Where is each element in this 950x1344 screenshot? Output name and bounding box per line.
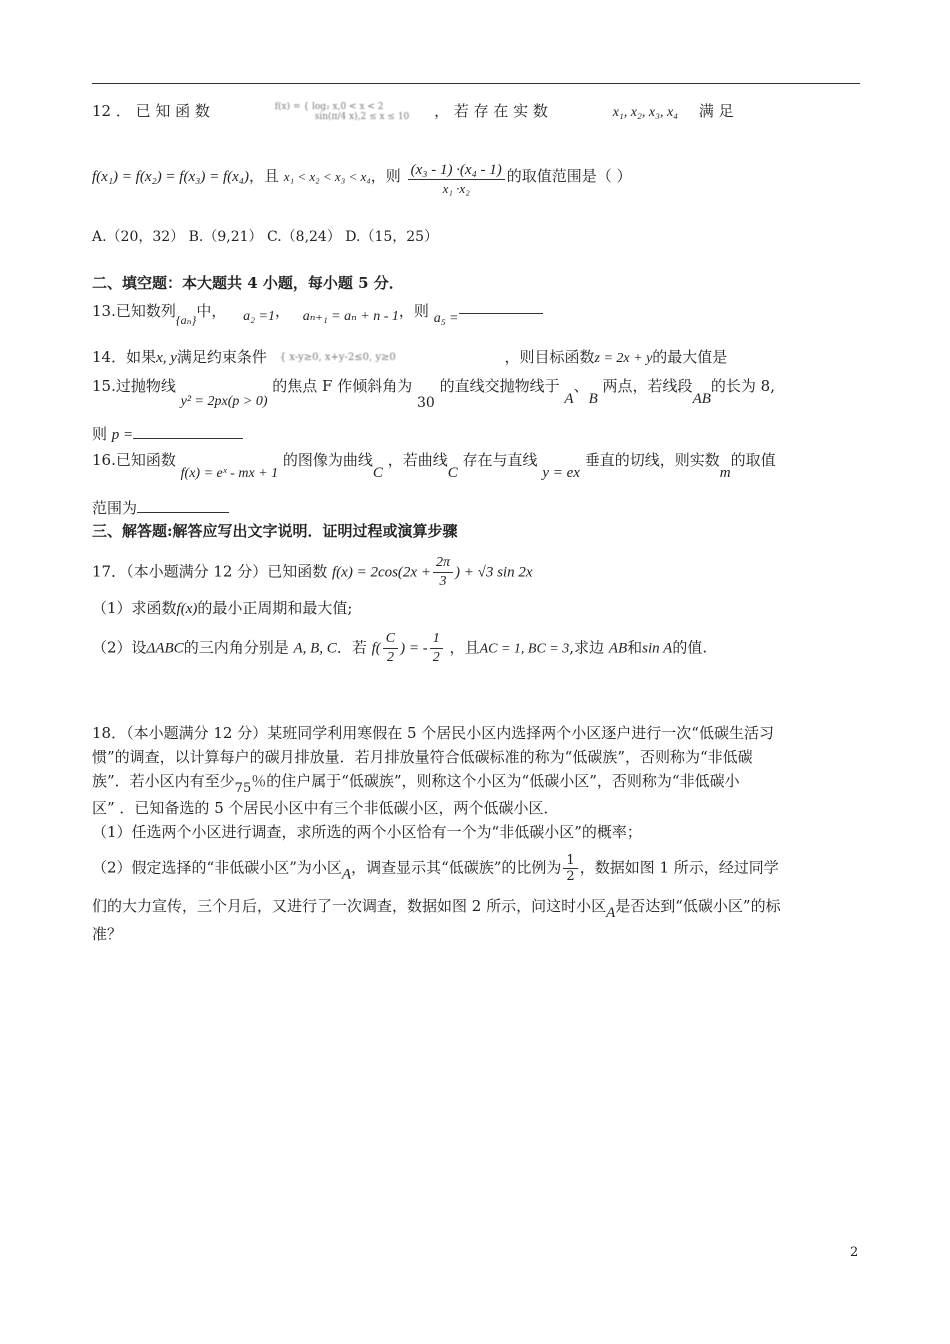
- q12-fraction: $\frac{\text{(x₃ - 1) ·(x₄ - 1)}}{\text{x₁ ·x₂}}$: [408, 161, 505, 198]
- q18-line4: 区” ．已知备选的 5 个居民小区中有三个非低碳小区，两个低碳小区．: [92, 799, 559, 817]
- section3-heading: 三、解答题:解答应写出文字说明．证明过程或演算步骤: [92, 522, 458, 540]
- q12-order: x₁ < x₂ < x₃ < x₄: [283, 169, 371, 184]
- q18-line5: （1）任选两个小区进行调查，求所选的两个小区恰有一个为“非低碳小区”的概率；: [92, 823, 642, 841]
- q13-recurrence: aₙ₊₁ = aₙ + n - 1: [302, 309, 399, 324]
- q12-piecewise-function: f(x) = { log₂ x,0 < x < 2 sin(π/4 x),2 ≤ x ≤ 10: [274, 102, 410, 122]
- q16-line2: 范围为: [92, 497, 229, 519]
- q12-condition: f(x₁) = f(x₂) = f(x₃) = f(x₄): [92, 169, 249, 185]
- q15-line2: 则 p =: [92, 423, 243, 446]
- q18-line8: 准？: [92, 925, 123, 943]
- section2-heading: 二、填空题：本大题共 4 小题，每小题 5 分．: [92, 274, 404, 292]
- q12-vars: x₁, x₂, x₃, x₄: [612, 105, 679, 120]
- q14-objective: z = 2x + y: [594, 351, 653, 366]
- q12-line1: [92, 100, 734, 124]
- q14: 14．如果x, y满足约束条件 { x-y≥0, x+y-2≤0, y≥0 ，则目标函数z = 2x + y的最大值是: [92, 348, 728, 366]
- q17-stem: 17．（本小题满分 12 分）已知函数 f(x) = 2cos(2x + $\frac{2\pi}{3}$ ) + √3 sin 2x: [92, 555, 533, 589]
- q13: 13.已知数列$_{\{a_n\}}$中， a₂ =1， aₙ₊₁ = aₙ + n - 1，则 a₅ =: [92, 300, 543, 331]
- q18-line2: 惯”的调查，以计算每户的碳月排放量．若月排放量符合低碳标准的称为“低碳族”，否则称为“非低碳: [92, 748, 753, 766]
- q12-options: A.（20，32） B.（9,21） C.（8,24） D.（15，25）: [92, 229, 439, 245]
- header-rule: [92, 83, 860, 84]
- q16-answer-blank: [137, 512, 229, 513]
- q14-constraints: { x-y≥0, x+y-2≤0, y≥0: [279, 352, 396, 363]
- q15-answer-blank: [133, 438, 243, 439]
- q12-tail: 的取值范围是（ ）: [506, 167, 632, 185]
- q16-function: f(x) = eˣ - mx + 1: [180, 466, 279, 481]
- q12-line2: f(x₁) = f(x₂) = f(x₃) = f(x₄)，且 x₁ < x₂ < x₃ < x₄，则 $\frac{\text{(x₃ - 1) ·(x₄ - 1)}}{\text{x₁ ·x₂}}$ 的取值范围是（ ）: [92, 162, 632, 196]
- q13-answer-blank: [459, 313, 543, 314]
- q18-line3: 族”．若小区内有至少75％的住户属于“低碳族”，则称这个小区为“低碳小区”，否则称为“非低碳小: [92, 772, 740, 796]
- q13-sequence: {aₙ}: [175, 313, 197, 327]
- q18-line6: （2）假定选择的“非低碳小区”为小区A，调查显示其“低碳族”的比例为 $\frac{1}{2}$ ，数据如图 1 所示，经过同学: [92, 853, 779, 884]
- q12-lead: 12 ． 已 知 函 数: [92, 102, 210, 120]
- q18-line1: 18．（本小题满分 12 分）某班同学利用寒假在 5 个居民小区内选择两个小区逐户进行一次“低碳生活习: [92, 724, 774, 742]
- q17-part2: （2）设ΔABC的三内角分别是 A, B, C．若 f( $\frac{C}{2}$ ) = - $\frac{1}{2}$ ，且AC = 1, BC = 3,求边 AB和sin A的值.: [92, 631, 708, 665]
- q16-line1: 16.已知函数 f(x) = eˣ - mx + 1 的图像为曲线C ，若曲线C 存在与直线 y = ex 垂直的切线，则实数m的取值: [92, 451, 776, 481]
- q17-part1: （1）求函数f(x)的最小正周期和最大值;: [92, 599, 353, 617]
- q12-end: 满 足: [698, 102, 734, 120]
- q15-line1: 15.过抛物线 y² = 2px(p > 0) 的焦点 F 作倾斜角为 30 的直线交抛物线于 A、B 两点，若线段AB的长为 8,: [92, 377, 775, 411]
- q12-mid: ， 若 存 在 实 数: [434, 102, 548, 120]
- page-number: 2: [850, 1245, 859, 1260]
- q18-line7: 们的大力宣传，三个月后，又进行了一次调查，数据如图 2 所示，问这时小区A是否达到“低碳小区”的标: [92, 897, 781, 921]
- q15-parabola: y² = 2px(p > 0): [180, 394, 268, 409]
